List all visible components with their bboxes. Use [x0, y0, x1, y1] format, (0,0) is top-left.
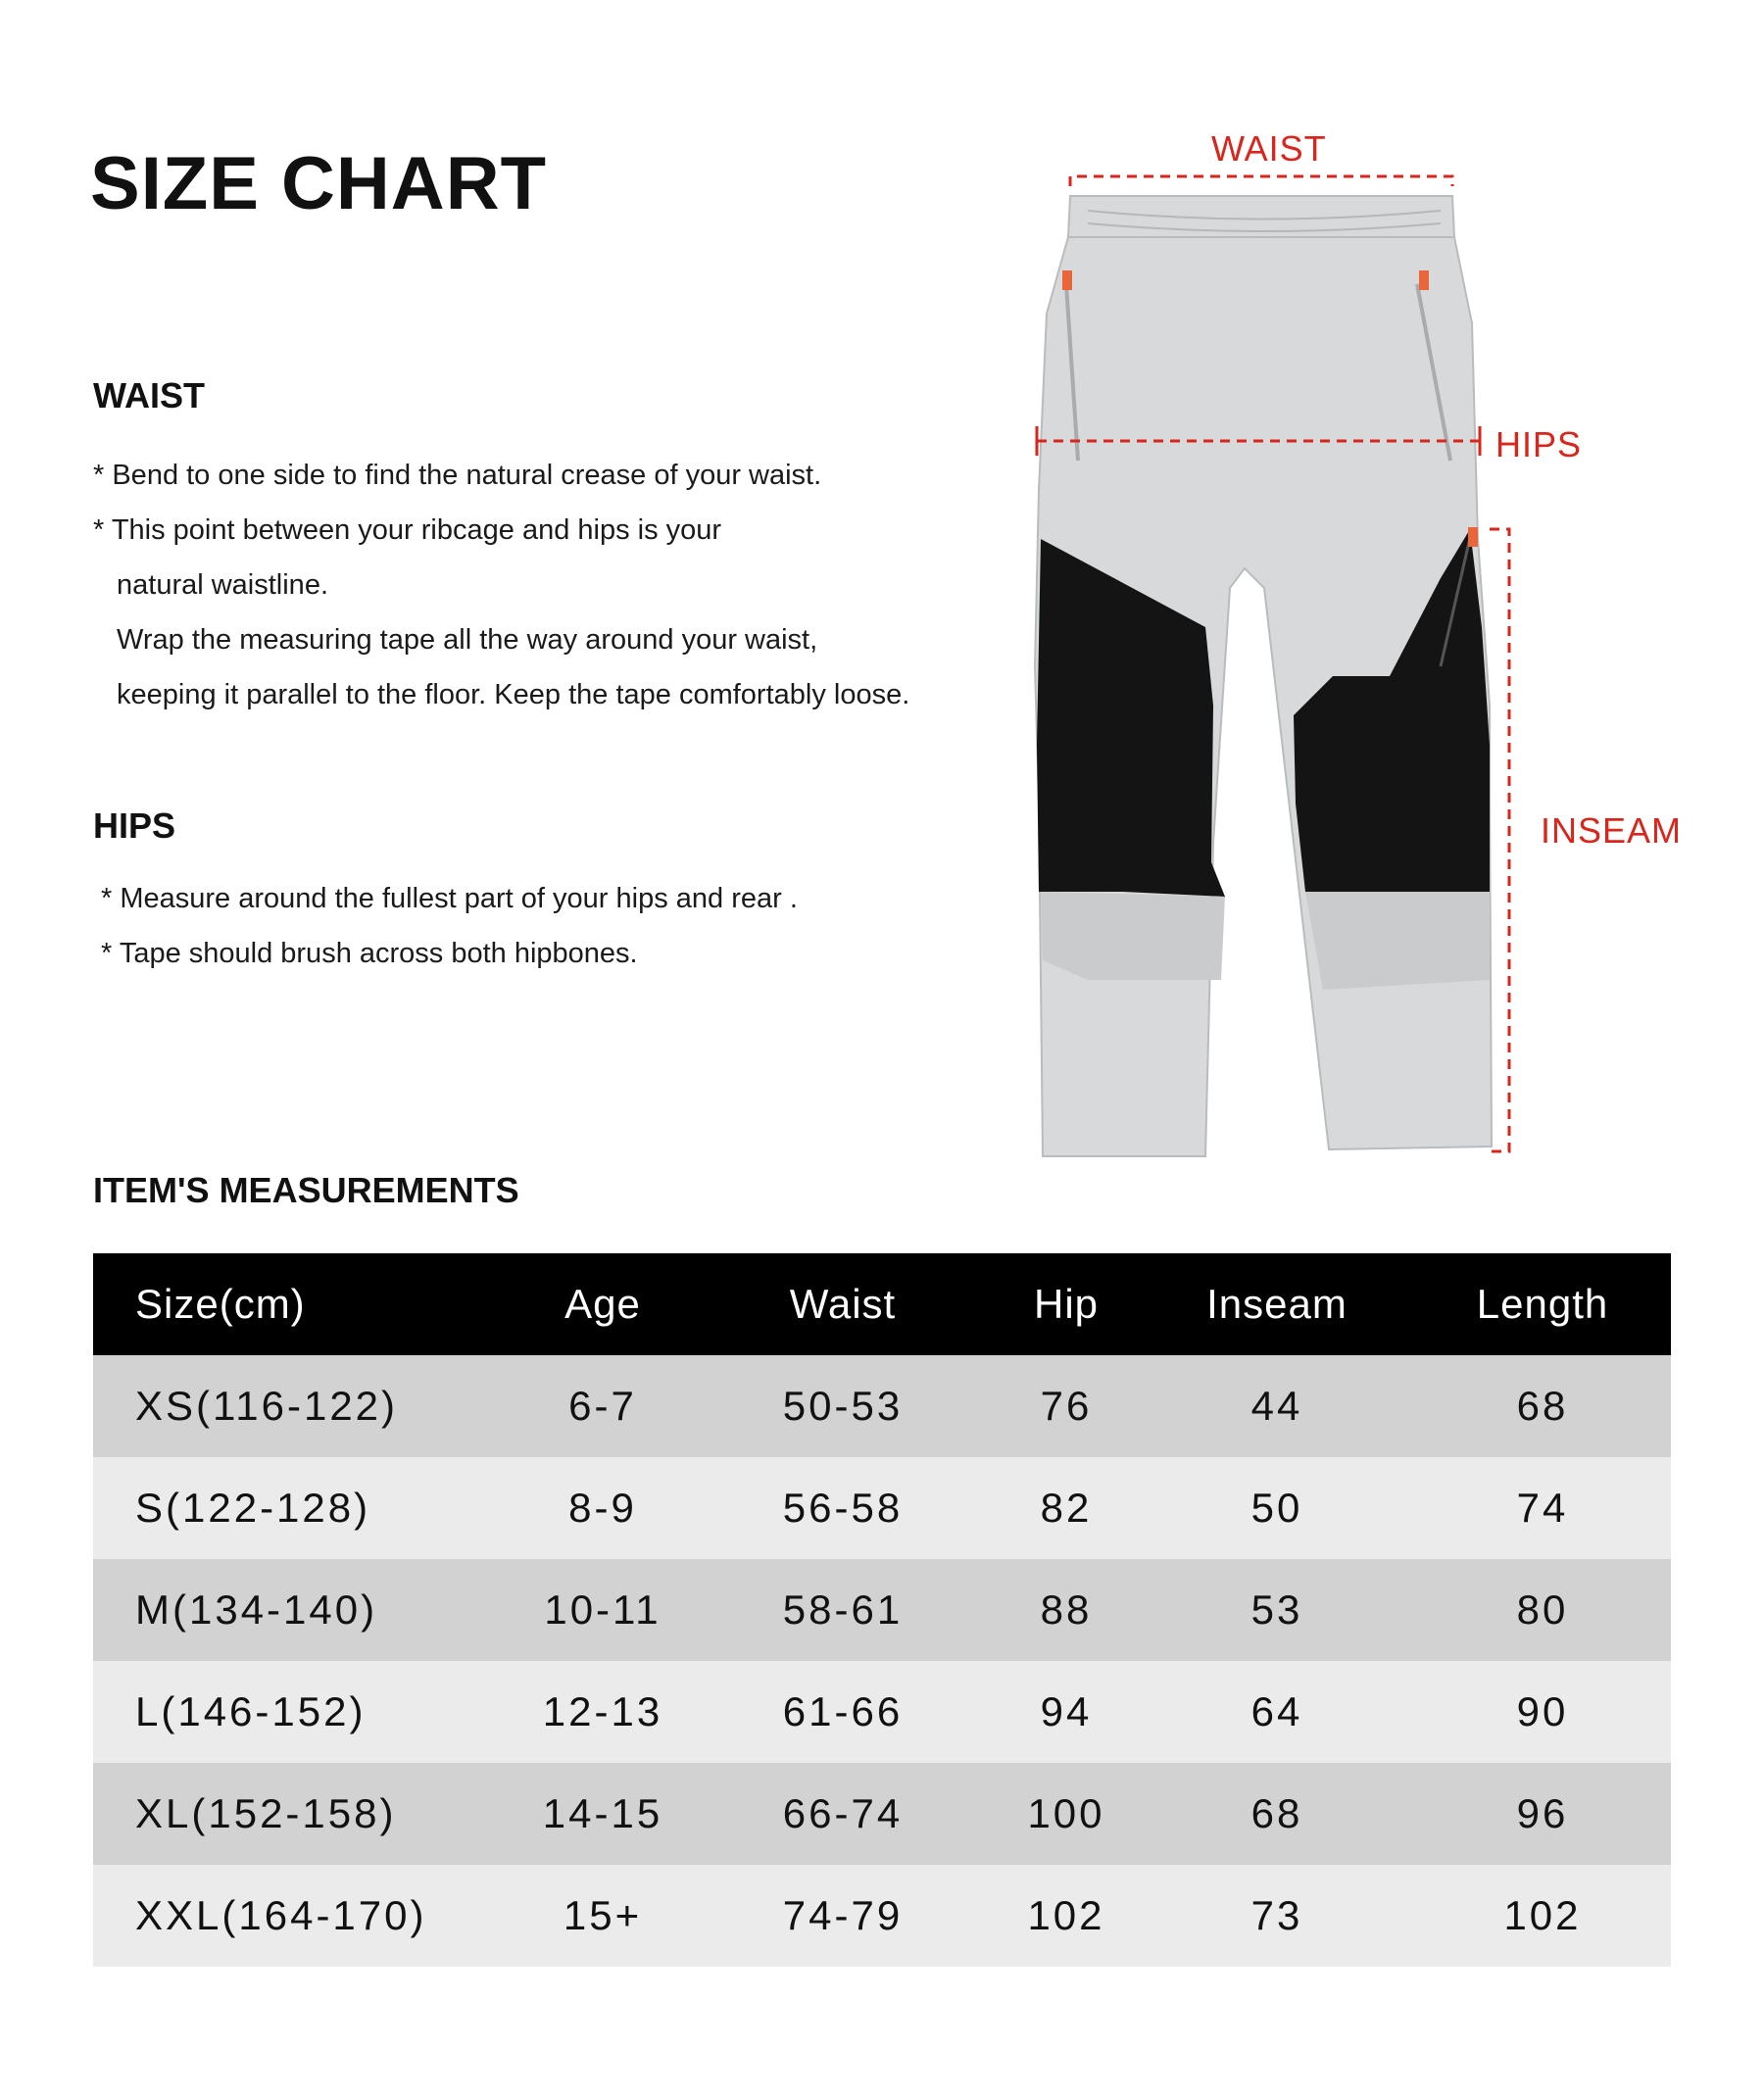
cell-inseam: 73	[1250, 1892, 1303, 1938]
waist-instruction-line: keeping it parallel to the floor. Keep the tape comfortably loose.	[117, 679, 910, 710]
right-zipper-pull	[1419, 270, 1429, 290]
header-length: Length	[1476, 1281, 1609, 1327]
hips-instruction-line: * Measure around the fullest part of your hips and rear .	[101, 883, 798, 914]
inseam-label: INSEAM	[1541, 810, 1683, 851]
size-table	[93, 1253, 1671, 1967]
right-lower-leg-shadow	[1305, 892, 1490, 990]
thigh-zipper-pull	[1468, 527, 1478, 547]
cell-inseam: 44	[1250, 1383, 1303, 1429]
table-row	[93, 1355, 1671, 1457]
cell-waist: 56-58	[782, 1485, 904, 1531]
cell-hip: 76	[1040, 1383, 1093, 1429]
cell-size: M(134-140)	[135, 1586, 378, 1633]
cell-hip: 100	[1027, 1790, 1105, 1836]
table-row	[93, 1457, 1671, 1559]
cell-size: XS(116-122)	[135, 1383, 399, 1429]
header-waist: Waist	[789, 1281, 897, 1327]
cell-length: 102	[1503, 1892, 1582, 1938]
pants-illustration	[1029, 118, 1715, 1176]
cell-waist: 61-66	[782, 1688, 904, 1734]
cell-length: 90	[1516, 1688, 1569, 1734]
cell-size: XL(152-158)	[135, 1790, 397, 1836]
header-hip: Hip	[1033, 1281, 1100, 1327]
cell-waist: 58-61	[782, 1586, 904, 1633]
cell-hip: 102	[1027, 1892, 1105, 1938]
waist-heading: WAIST	[93, 375, 205, 415]
table-row	[93, 1661, 1671, 1763]
waist-instruction-line: natural waistline.	[117, 569, 328, 601]
table-header-row	[93, 1253, 1671, 1355]
cell-length: 68	[1516, 1383, 1569, 1429]
waist-measure-line	[1070, 176, 1452, 186]
cell-size: S(122-128)	[135, 1485, 371, 1531]
cell-hip: 82	[1040, 1485, 1093, 1531]
table-row	[93, 1559, 1671, 1661]
hips-instructions	[101, 871, 798, 981]
cell-waist: 50-53	[782, 1383, 904, 1429]
waist-instruction-line: Wrap the measuring tape all the way around your waist,	[117, 624, 818, 656]
waist-instruction-line: * This point between your ribcage and hips is your	[93, 514, 722, 546]
cell-size: XXL(164-170)	[135, 1892, 427, 1938]
cell-age: 8-9	[568, 1485, 637, 1531]
cell-length: 80	[1516, 1586, 1569, 1633]
cell-hip: 88	[1040, 1586, 1093, 1633]
left-zipper-pull	[1062, 270, 1072, 290]
waist-instruction-line: * Bend to one side to find the natural crease of your waist.	[93, 460, 822, 491]
cell-length: 74	[1516, 1485, 1569, 1531]
measurements-title: ITEM'S MEASUREMENTS	[93, 1170, 519, 1210]
cell-waist: 74-79	[782, 1892, 904, 1938]
cell-age: 12-13	[542, 1688, 663, 1734]
hips-label: HIPS	[1495, 424, 1583, 464]
hips-instruction-line: * Tape should brush across both hipbones.	[101, 938, 638, 969]
cell-hip: 94	[1040, 1688, 1093, 1734]
table-row	[93, 1865, 1671, 1967]
cell-age: 14-15	[542, 1790, 663, 1836]
cell-age: 15+	[563, 1892, 643, 1938]
waist-label: WAIST	[1211, 128, 1327, 169]
cell-inseam: 68	[1250, 1790, 1303, 1836]
cell-age: 6-7	[568, 1383, 637, 1429]
cell-size: L(146-152)	[135, 1688, 367, 1734]
header-age: Age	[564, 1281, 641, 1327]
cell-waist: 66-74	[782, 1790, 904, 1836]
header-inseam: Inseam	[1206, 1281, 1348, 1327]
cell-inseam: 53	[1250, 1586, 1303, 1633]
cell-length: 96	[1516, 1790, 1569, 1836]
pants-diagram	[1029, 118, 1715, 1176]
inseam-measure-line	[1490, 529, 1509, 1151]
left-lower-leg-shadow	[1041, 892, 1225, 980]
header-size: Size(cm)	[135, 1281, 306, 1327]
cell-inseam: 50	[1250, 1485, 1303, 1531]
cell-inseam: 64	[1250, 1688, 1303, 1734]
waist-instructions	[93, 448, 909, 722]
cell-age: 10-11	[544, 1586, 662, 1633]
table-row	[93, 1763, 1671, 1865]
page-title: SIZE CHART	[90, 142, 547, 225]
hips-heading: HIPS	[93, 805, 176, 846]
